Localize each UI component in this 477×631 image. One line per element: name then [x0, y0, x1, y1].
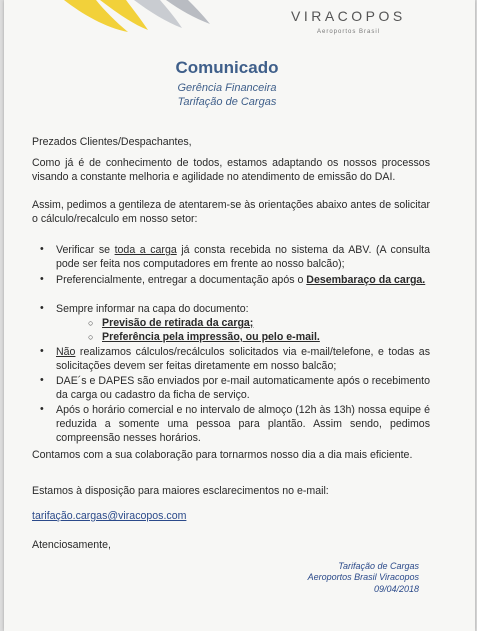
sub-bullet-marker: ○ — [88, 318, 94, 328]
paragraph-request: Assim, pedimos a gentileza de atentarem-se às orientações abaixo antes de solicitar o cálculo/recalculo em nosso setor: — [32, 199, 430, 226]
brand-name: VIRACOPOS — [291, 8, 406, 24]
contact-email-paragraph — [32, 509, 430, 523]
signature-department: Tarifação de Cargas — [338, 561, 419, 571]
subtitle-section: Tarifação de Cargas — [177, 96, 277, 108]
emphasis-text: toda a carga — [114, 244, 177, 256]
brand-subtitle: Aeroportos Brasil — [317, 29, 381, 35]
paragraph-collaboration: Contamos com a sua colaboração para tornarmos nosso dia a dia mais eficiente. — [32, 449, 413, 461]
signoff: Atenciosamente, — [32, 539, 111, 551]
greeting: Prezados Clientes/Despachantes, — [32, 136, 192, 148]
list-item-document-cover: Sempre informar na capa do documento: — [56, 303, 249, 315]
bullet-marker: • — [40, 374, 44, 386]
paragraph-contact: Estamos à disposição para maiores esclarecimentos no e-mail: — [32, 485, 329, 497]
signature-date: 09/04/2018 — [373, 584, 419, 594]
bullet-marker: • — [40, 403, 44, 415]
list-item-documentation — [56, 273, 430, 287]
sub-item-pickup-date: Previsão de retirada da carga; — [102, 317, 254, 329]
bullet-marker: • — [40, 345, 44, 357]
paragraph-intro: Como já é de conhecimento de todos, estamos adaptando os nossos processos visando a constante melhoria e agilidade no atendimento de emissão do DAI. — [32, 157, 430, 184]
page-title: Comunicado — [175, 58, 279, 77]
list-item-dae-dapes: DAE´s e DAPES são enviados por e-mail automaticamente após o recebimento da carga ou cadastro da ficha de serviço. — [56, 375, 430, 402]
signature-company: Aeroportos Brasil Viracopos — [307, 572, 419, 582]
viracopos-logo-stripes — [64, 0, 234, 34]
emphasis-text: Não — [56, 346, 76, 358]
list-item-no-remote-requests — [56, 345, 430, 373]
list-item-text: já consta recebida no sistema da ABV. (A consulta pode ser feita nos computadores em frente ao nosso balcão); — [56, 244, 431, 271]
list-item-text: realizamos cálculos/recálculos solicitados via e-mail/telefone, e todas as solicitações devem ser feitas diretamente em nosso balcão; — [56, 346, 430, 373]
bullet-marker: • — [40, 302, 44, 314]
email-link[interactable]: tarifação.cargas@viracopos.com — [32, 510, 187, 522]
list-item-text: Preferencialmente, entregar a documentação após o — [56, 274, 307, 286]
list-item-after-hours: Após o horário comercial e no intervalo de almoço (12h às 13h) nossa equipe é reduzida a somente uma pessoa para plantão. Assim sendo, pedimos compreensão nesses horários. — [56, 404, 430, 445]
list-item-verify-cargo — [56, 243, 430, 271]
sub-item-print-preference: Preferência pela impressão, ou pelo e-mail. — [102, 331, 320, 343]
sub-bullet-marker: ○ — [88, 332, 94, 342]
emphasis-text: Desembaraço da carga. — [306, 274, 426, 286]
bullet-marker: • — [40, 273, 44, 285]
list-item-text: Verificar se — [56, 244, 115, 256]
document-page — [4, 0, 475, 631]
bullet-marker: • — [40, 243, 44, 255]
subtitle-department: Gerência Financeira — [177, 82, 277, 94]
